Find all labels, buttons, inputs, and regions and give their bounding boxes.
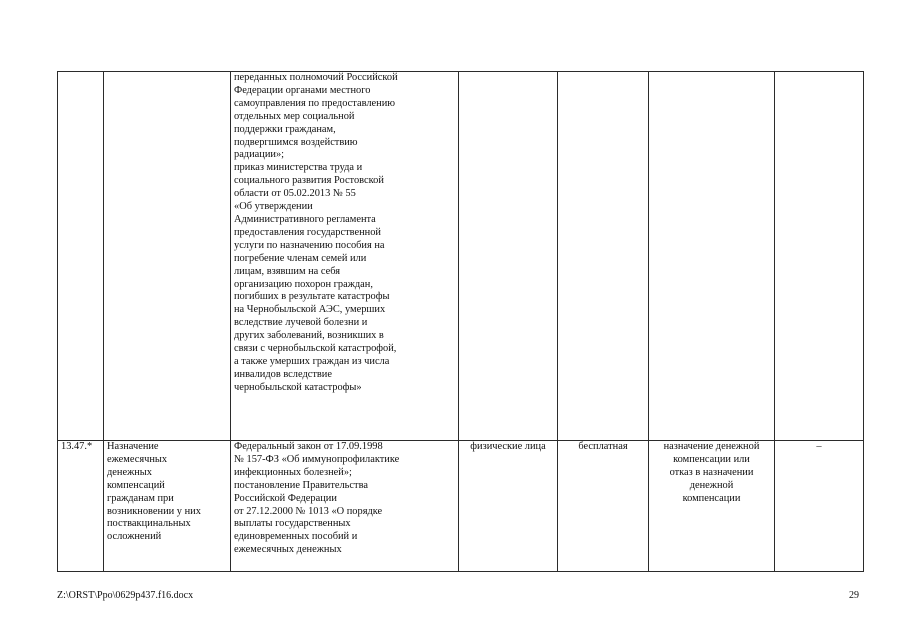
- service-name-cell: [104, 72, 231, 441]
- term-cell: –: [775, 441, 864, 572]
- row-number-cell: [58, 72, 104, 441]
- table-row: [58, 72, 864, 441]
- row-number-cell: 13.47.*: [58, 441, 104, 572]
- legal-basis-cell: переданных полномочий Российской Федерации органами местного самоуправления по предоставлению отдельных мер социальной поддержки гражданам, подвергшимся воздействию радиации»; приказ министерства труда и социального развития Ростовской области от 05.02.2013 № 55 «Об утверждении Административного регламента предоставления государственной услуги по назначению пособия на погребение членам семей или лицам, взявшим на себя организацию похорон граждан, погибших в результате катастрофы на Чернобыльской АЭС, умерших вследствие лучевой болезни и других заболеваний, возникших в связи с чернобыльской катастрофой, а также умерших граждан из числа инвалидов вследствие чернобыльской катастрофы»: [231, 72, 459, 441]
- recipients-cell: [459, 72, 558, 441]
- services-table: [57, 71, 864, 572]
- result-cell: [649, 72, 775, 441]
- term-cell: [775, 72, 864, 441]
- payment-cell: бесплатная: [558, 441, 649, 572]
- legal-basis-cell: Федеральный закон от 17.09.1998 № 157-ФЗ «Об иммунопрофилактике инфекционных болезней»; постановление Правительства Российской Федерации от 27.12.2000 № 1013 «О порядке выплаты государственных единовременных пособий и ежемесячных денежных: [231, 441, 459, 572]
- service-name-cell: Назначение ежемесячных денежных компенсаций гражданам при возникновении у них поствакцинальных осложнений: [104, 441, 231, 572]
- recipients-cell: физические лица: [459, 441, 558, 572]
- table-row: [58, 441, 864, 572]
- payment-cell: [558, 72, 649, 441]
- result-cell: назначение денежной компенсации или отказ в назначении денежной компенсации: [649, 441, 775, 572]
- footer-file-path: Z:\ORST\Ppo\0629p437.f16.docx: [57, 590, 194, 601]
- footer-page-number: 29: [849, 590, 859, 601]
